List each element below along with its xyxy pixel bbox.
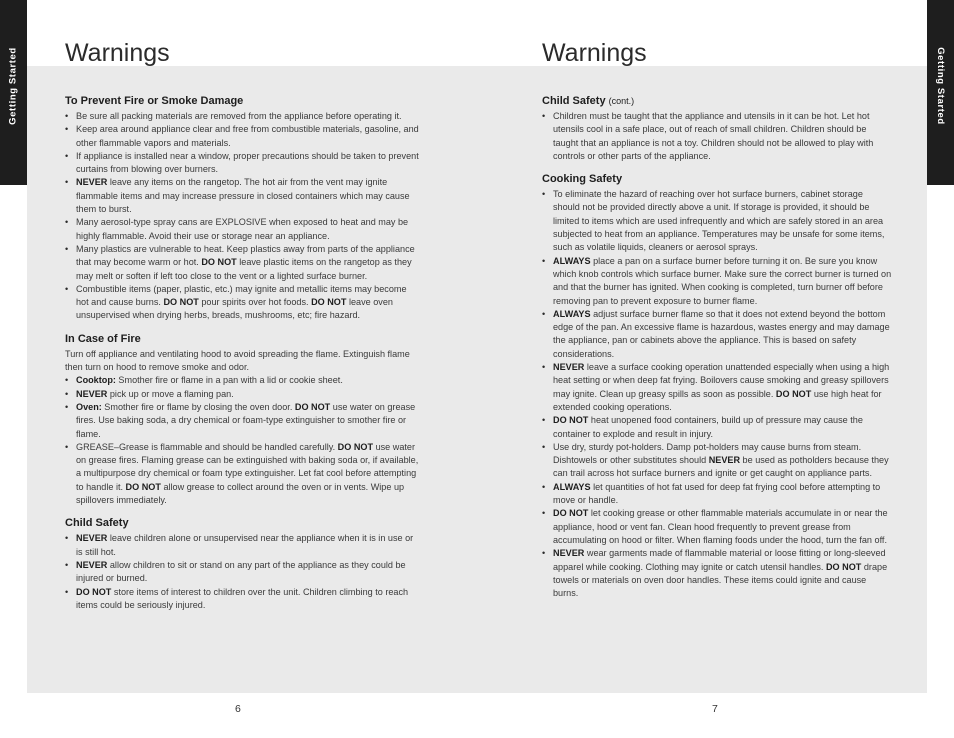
emphasis-text: NEVER	[76, 533, 108, 544]
emphasis-text: Oven:	[76, 401, 102, 412]
item-text: store items of interest to children over the unit. Children climbing to reach items could be seriously injured.	[76, 586, 409, 610]
item-text: leave plastic items on the rangetop as they may melt or soften if left too close to the vent or a lighted surface burner.	[76, 257, 412, 281]
item-text: Many aerosol-type spray cans are EXPLOSIVE when exposed to heat and may be highly flammable. Avoid their use or storage near an appliance.	[76, 217, 409, 241]
emphasis-text: DO NOT	[125, 481, 161, 492]
item-text: place a pan on a surface burner before turning it on. Be sure you know which knob controls which surface burner. Make sure the correct burner is turned on and that the burner has ignited. When cooking is completed, turn burner off before removing pan to prevent exposure to burner flame.	[553, 255, 892, 306]
section-heading-text: Child Safety	[542, 95, 606, 107]
section-heading	[65, 516, 421, 531]
emphasis-text: DO NOT	[163, 297, 199, 308]
emphasis-text: ALWAYS	[553, 481, 591, 492]
item-text: Many plastics are vulnerable to heat. Keep plastics away from parts of the appliance that may become warm or hot.	[76, 243, 415, 268]
warning-list	[542, 110, 892, 163]
section-heading-text: Cooking Safety	[542, 173, 623, 186]
item-text: Smother fire or flame in a pan with a lid or cookie sheet.	[115, 375, 343, 386]
warning-item	[65, 374, 421, 387]
warning-item	[65, 110, 421, 123]
warning-item	[542, 507, 892, 547]
warning-item	[65, 401, 421, 441]
item-text: let cooking grease or other flammable materials accumulate in or near the appliance, hood or vent fan. Clean hood frequently to prevent grease from accumulating on hood or filter. When flaming foods under the hood, turn the fan off.	[553, 508, 888, 545]
section-heading	[65, 94, 421, 109]
section-heading	[542, 172, 892, 187]
warning-item	[65, 559, 421, 586]
item-text: use high heat for extended cooking operations.	[553, 388, 882, 412]
warning-item	[65, 176, 421, 216]
warning-list	[65, 110, 421, 323]
item-text: leave any items on the rangetop. The hot air from the vent may ignite flammable items and may increase pressure in closed containers which may cause them to burst.	[76, 177, 410, 215]
side-tab	[927, 0, 954, 185]
warning-item	[542, 255, 892, 308]
warning-item	[542, 110, 892, 163]
emphasis-text: DO NOT	[553, 415, 589, 426]
emphasis-text: DO NOT	[775, 388, 812, 399]
item-text: pick up or move a flaming pan.	[107, 388, 234, 399]
page-content	[542, 94, 892, 609]
warning-list	[65, 532, 421, 612]
warning-item	[542, 414, 892, 441]
warning-list	[542, 188, 892, 600]
side-tab-label: Getting Started	[7, 47, 19, 125]
section-heading-text: In Case of Fire	[65, 332, 141, 345]
side-tab-label: Getting Started	[935, 47, 947, 125]
warning-item	[65, 150, 421, 177]
section-heading-text: Child Safety	[65, 517, 129, 530]
page-number: 7	[712, 703, 718, 715]
emphasis-text: DO NOT	[553, 508, 589, 519]
item-text: allow children to sit or stand on any part of the appliance as they could be injured or burned.	[76, 559, 406, 584]
emphasis-text: NEVER	[76, 388, 108, 399]
item-text: be used as potholders because they can trail across hot surface burners and ignite or get caught on appliance parts.	[553, 455, 889, 479]
page-number: 6	[235, 703, 241, 715]
section-heading-suffix: (cont.)	[608, 96, 635, 106]
item-text: leave a surface cooking operation unattended especially when using a high heat setting or when deep fat frying. Boilovers cause smoking and greasy spillovers may ignite. Clean up greasy spills as soon as possible.	[553, 362, 890, 399]
page-content	[65, 94, 421, 621]
item-text: leave oven unsupervised when drying herbs, breads, mushrooms, etc; fire hazard.	[76, 297, 393, 321]
item-text: pour spirits over hot foods.	[198, 297, 312, 308]
page-title: Warnings	[65, 39, 170, 67]
item-text: Children must be taught that the appliance and utensils in it can be hot. Let hot utensils cool in a safe place, out of reach of small children. Children should be taught that an appliance is not a toy. Children should not be allowed to play with controls or other parts of the appliance.	[553, 111, 874, 161]
warning-item	[542, 188, 892, 254]
emphasis-text: Cooktop:	[76, 375, 116, 386]
warning-item	[542, 481, 892, 508]
warning-item	[542, 441, 892, 481]
item-text: Be sure all packing materials are removed from the appliance before operating it.	[76, 111, 402, 121]
warning-list	[65, 374, 421, 507]
item-text: heat unopened food containers, build up of pressure may cause the container to explode and result in injury.	[553, 415, 863, 439]
item-text: Use dry, sturdy pot-holders. Damp pot-holders may cause burns from steam. Dishtowels or other substitutes should	[553, 441, 862, 466]
emphasis-text: ALWAYS	[553, 255, 591, 266]
warning-section	[65, 332, 421, 508]
warning-section	[65, 94, 421, 323]
item-text: adjust surface burner flame so that it does not extend beyond the bottom edge of the pan. An excessive flame is hazardous, wastes energy and may damage the appliance, pan or cabinets above the appliance. This is based on safety considerations.	[553, 308, 890, 359]
item-text: wear garments made of flammable material or loose fitting or long-sleeved apparel while cooking. Clothing may ignite or catch utensil handles.	[553, 548, 886, 572]
item-text: use water on grease fires. Flaming grease can be extinguished with baking soda or, if available, a multipurpose dry chemical or foam type extinguisher. Let fat cool before attempting to handle it.	[76, 441, 419, 492]
warning-item	[542, 361, 892, 414]
item-text: Smother fire or flame by closing the oven door.	[101, 401, 295, 412]
warning-item	[65, 216, 421, 243]
item-text: use water on grease fires. Use baking soda, a dry chemical or foam-type extinguisher to smother fire or flame.	[76, 401, 416, 439]
item-text: GREASE–Grease is flammable and should be handled carefully.	[76, 441, 338, 452]
section-heading-text: To Prevent Fire or Smoke Damage	[65, 95, 244, 107]
item-text: If appliance is installed near a window, proper precautions should be taken to prevent curtains from blowing over burners.	[76, 150, 419, 175]
section-heading	[542, 94, 892, 109]
warning-item	[542, 547, 892, 600]
warning-item	[65, 532, 421, 559]
warning-item	[65, 388, 421, 401]
emphasis-text: NEVER	[76, 559, 108, 570]
item-text: allow grease to collect around the oven or in vents. Wipe up spillovers immediately.	[76, 481, 405, 506]
item-text: Combustible items (paper, plastic, etc.) may ignite and metallic items may become hot and cause burns.	[76, 283, 407, 308]
warning-item	[65, 243, 421, 283]
warning-item	[65, 441, 421, 507]
emphasis-text: ALWAYS	[553, 308, 591, 319]
emphasis-text: NEVER	[708, 455, 741, 466]
item-text: Keep area around appliance clear and free from combustible materials, gasoline, and other flammable vapors and materials.	[76, 124, 419, 148]
warning-item	[65, 123, 421, 150]
warning-section	[65, 516, 421, 612]
emphasis-text: DO NOT	[337, 441, 374, 452]
section-intro: Turn off appliance and ventilating hood to avoid spreading the flame. Extinguish flame then turn on hood to remove smoke and odor.	[65, 348, 410, 373]
section-heading	[65, 332, 421, 347]
emphasis-text: DO NOT	[825, 561, 862, 572]
item-text: let quantities of hot fat used for deep fat frying cool before attempting to move or handle.	[553, 481, 881, 506]
emphasis-text: DO NOT	[76, 586, 112, 597]
item-text: To eliminate the hazard of reaching over hot surface burners, cabinet storage should not be provided directly above a unit. If storage is provided, it should be limited to items which are used infrequently and which are safely stored in an area subjected to heat from an appliance. Temperatures may be unsafe for some items, such as volatile liquids, cleaners or aerosol sprays.	[553, 189, 885, 253]
warning-section	[542, 94, 892, 163]
item-text: leave children alone or unsupervised near the appliance when it is in use or is still hot.	[76, 533, 414, 557]
warning-item	[65, 586, 421, 613]
item-text: drape towels or materials on oven door handles. These items could ignite and cause burns.	[553, 561, 888, 599]
emphasis-text: DO NOT	[294, 401, 331, 412]
warning-item	[542, 308, 892, 361]
emphasis-text: NEVER	[553, 362, 585, 373]
emphasis-text: DO NOT	[311, 297, 347, 308]
right-page	[477, 0, 954, 738]
warning-section	[542, 172, 892, 600]
warning-item	[65, 283, 421, 323]
side-tab	[0, 0, 27, 185]
emphasis-text: NEVER	[553, 548, 585, 559]
page-title: Warnings	[542, 39, 647, 67]
emphasis-text: DO NOT	[201, 257, 237, 268]
emphasis-text: NEVER	[76, 177, 108, 188]
